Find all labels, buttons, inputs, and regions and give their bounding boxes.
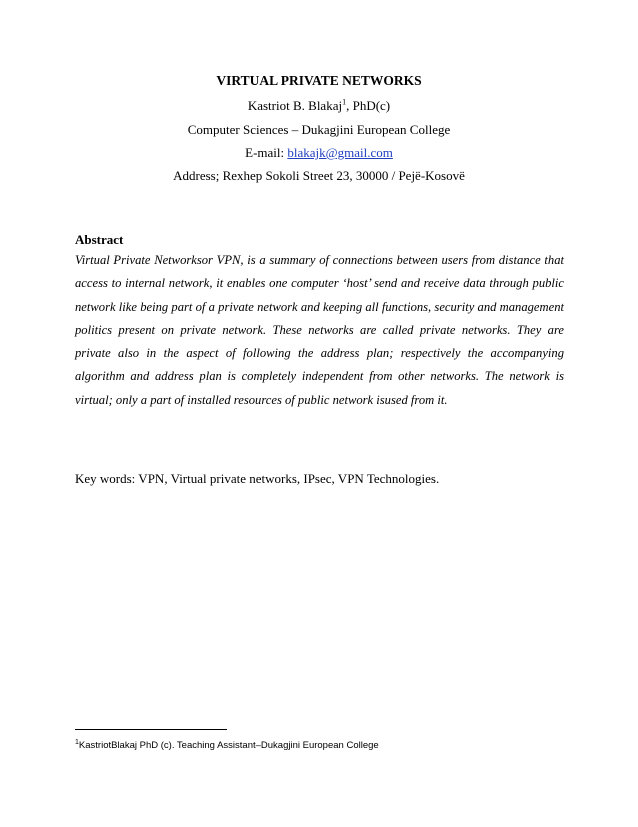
footnote-text: KastriotBlakaj PhD (c). Teaching Assistant–Dukagjini European College — [78, 740, 379, 751]
author-line — [0, 98, 638, 114]
footnote — [75, 739, 379, 753]
footnote-mark: 1 — [75, 738, 79, 746]
author-address: Address; Rexhep Sokoli Street 23, 30000 / Pejë-Kosovë — [173, 168, 465, 183]
author-affiliation: Computer Sciences – Dukagjini European College — [187, 122, 451, 137]
email-link[interactable]: blakajk@gmail.com — [287, 145, 393, 160]
author-degree: , PhD(c) — [346, 98, 391, 113]
abstract-heading: Abstract — [75, 232, 124, 247]
author-name: Kastriot B. Blakaj — [247, 98, 343, 113]
author-footnote-mark[interactable]: 1 — [342, 97, 347, 107]
email-label: E-mail: — [245, 145, 288, 160]
paper-title: VIRTUAL PRIVATE NETWORKS — [216, 73, 422, 88]
footnote-divider — [75, 729, 227, 730]
email-line — [0, 145, 638, 161]
abstract-text: Virtual Private Networksor VPN, is a summary of connections between users from distance that access to internal network, it enables one computer ‘host’ send and receive data through public network like being part of a private network and keeping all functions, security and management politics present on private network. These networks are called private networks. They are private also in the aspect of following the address plan; respectively the accompanying algorithm and address plan is completely independent from other networks. The network is virtual; only a part of installed resources of public network isused from it. — [75, 253, 564, 407]
keywords-line: Key words: VPN, Virtual private networks, IPsec, VPN Technologies. — [75, 471, 440, 486]
